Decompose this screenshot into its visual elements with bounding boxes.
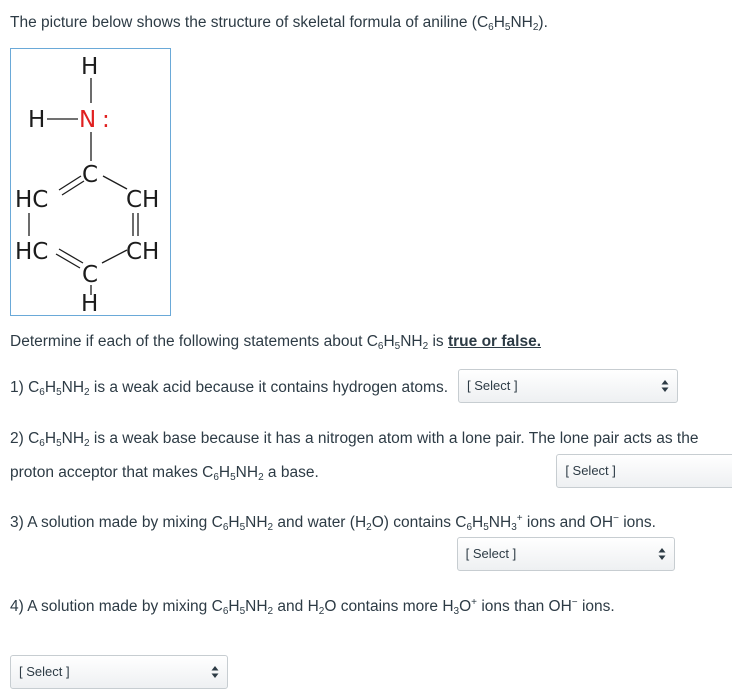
atom-ch-lower-right: CH [126,239,160,265]
question-1-text: 1) $C_6H_5NH_2$ is a weak acid because it contains hydrogen atoms. [10,379,449,398]
instructions-text: Determine if each of the following statements about $C_6H_5NH_2$ is true or false. [10,333,542,352]
up-down-arrows-icon [211,665,219,679]
up-down-arrows-icon [658,547,666,561]
aniline-structure-figure [10,48,171,316]
question-3-select-value: [ Select ] [465,546,517,561]
atom-hc-lower-left: HC [15,239,49,265]
atom-h-top: H [81,54,99,80]
question-2-select[interactable] [556,454,732,488]
bond-double-d [56,254,80,268]
bond-double-b [62,181,84,195]
lone-pair: : [102,107,110,133]
intro-text: The picture below shows the structure of skeletal formula of aniline $(C_6H_5NH_2)$. [10,14,548,33]
true-or-false-emphasis: true or false. [447,333,542,350]
question-4-select-value: [ Select ] [19,664,70,679]
atom-h-left: H [28,107,46,133]
bond-double-a [59,176,81,190]
question-2-text-line-1: 2) $C_6H_5NH_2$ is a weak base because it has a nitrogen atom with a lone pair. The lone pair acts as the [10,430,699,449]
atom-hc-upper-left: HC [15,187,49,213]
atom-h-bottom: H [81,291,99,317]
question-3-text: 3) A solution made by mixing $C_6H_5NH_2$ and water $(H_2O)$ contains $C_6H_5NH_3^+$ ions and OH− ions. [10,513,656,533]
aniline-structure-svg [11,49,172,317]
bond-c-ch-right [103,176,127,189]
atom-n: N [79,107,97,133]
up-down-arrows-icon [661,379,669,393]
bond-c-ch-lower-right [102,250,127,263]
question-4-select[interactable] [10,655,228,689]
question-2-text-line-2: proton acceptor that makes $C_6H_5NH_2$ a base. [10,464,319,483]
bond-double-c [59,249,83,263]
question-3-select[interactable] [457,537,675,571]
question-2-select-value: [ Select ] [565,463,616,478]
atom-c-bottom: C [82,262,99,288]
atom-ch-upper-right: CH [126,187,160,213]
atom-c-top: C [82,162,99,188]
question-1-select-value: [ Select ] [467,378,518,393]
question-4-text: 4) A solution made by mixing $C_6H_5NH_2$ and $H_2O$ contains more $H_3O^+$ ions than OH− ions. [10,597,615,617]
question-1-select[interactable] [458,369,678,403]
